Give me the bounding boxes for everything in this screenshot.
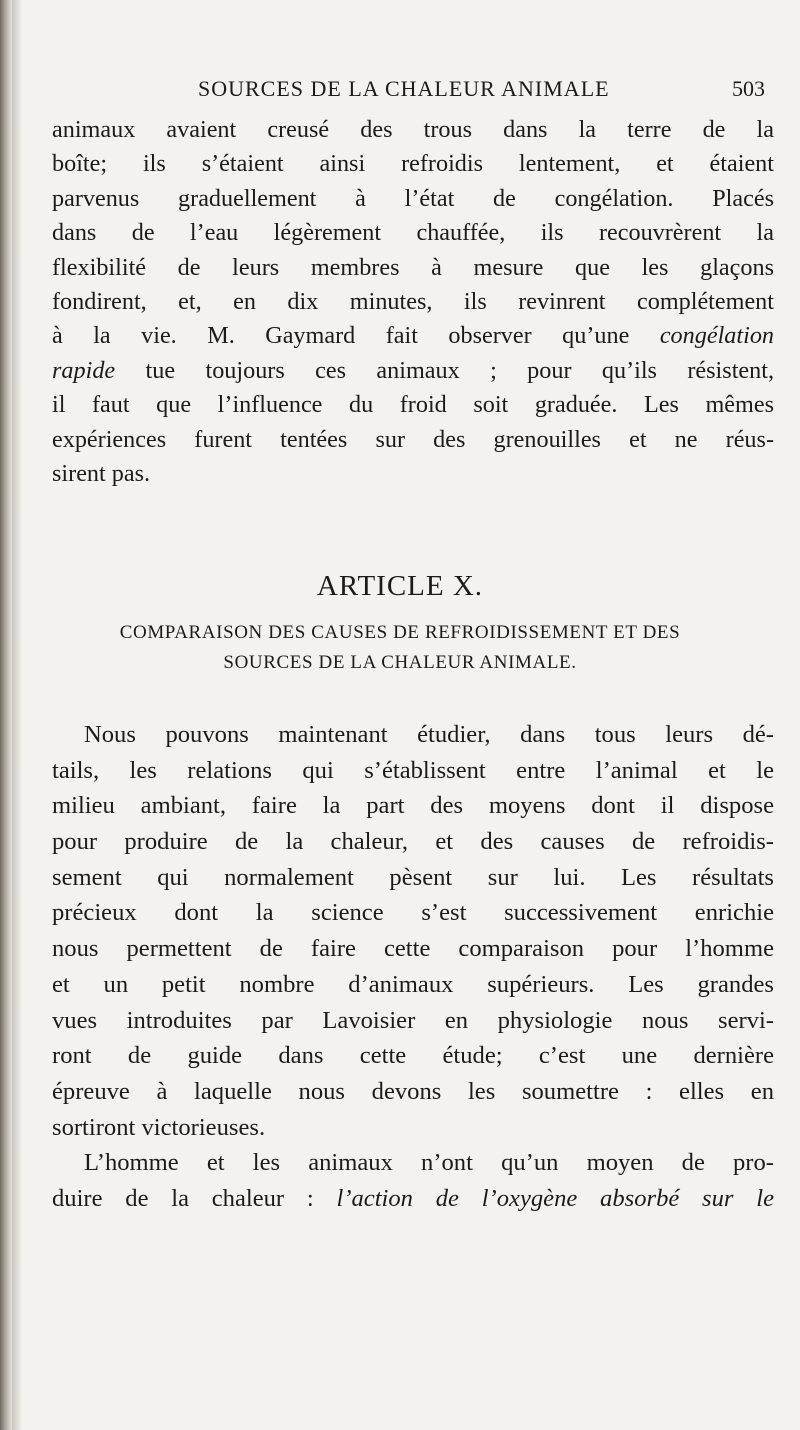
text-segment: à la vie. M. Gaymard fait observer qu’une (52, 322, 630, 350)
text-line: et un petit nombre d’animaux supérieurs. Les grandes (52, 970, 774, 998)
text-line: Nous pouvons maintenant étudier, dans tous leurs dé- (84, 721, 774, 748)
text-line: expériences furent tentées sur des grenouilles et ne réus- (52, 425, 774, 453)
text-line: pour produire de la chaleur, et des causes de refroidis- (52, 828, 774, 856)
italic-term: rapide (52, 356, 116, 384)
text-line-with-italic (52, 1181, 774, 1217)
text-line: sortiront victorieuses. (52, 1113, 266, 1141)
text-line: animaux avaient creusé des trous dans la terre de la (52, 116, 774, 143)
text-line: tails, les relations qui s’établissent entre l’animal et le (52, 756, 774, 784)
page-binding-edge (0, 0, 12, 1430)
article-subheading: COMPARAISON DES CAUSES DE REFROIDISSEMENT ET DES (119, 622, 681, 643)
text-line: dans de l’eau légèrement chauffée, ils recouvrèrent la (52, 219, 774, 247)
text-line: nous permettent de faire cette comparaison pour l’homme (52, 935, 774, 963)
text-line: ront de guide dans cette étude; c’est une dernière (52, 1042, 774, 1070)
text-segment: tue toujours ces animaux ; pour qu’ils résistent, (145, 356, 775, 384)
text-line: milieu ambiant, faire la part des moyens dont il dispose (52, 792, 774, 820)
text-segment: duire de la chaleur : (52, 1184, 314, 1212)
text-line: flexibilité de leurs membres à mesure que les glaçons (52, 253, 774, 281)
text-line: parvenus graduellement à l’état de congélation. Placés (52, 184, 774, 212)
page-binding-shadow (12, 0, 22, 1430)
text-line: fondirent, et, en dix minutes, ils revinrent complétement (52, 287, 774, 315)
paragraph-1 (52, 113, 774, 491)
italic-term: congélation (659, 322, 775, 350)
italic-phrase: l’action de l’oxygène absorbé sur le (336, 1184, 774, 1212)
text-line: sement qui normalement pèsent sur lui. Les résultats (52, 863, 774, 891)
article-heading: ARTICLE X. (316, 570, 484, 602)
paragraph-2 (52, 717, 774, 1217)
text-line: épreuve à laquelle nous devons les soumettre : elles en (52, 1077, 774, 1105)
running-title: SOURCES DE LA CHALEUR ANIMALE (198, 76, 610, 101)
text-line-with-italic (52, 319, 774, 353)
text-line-with-italic (52, 354, 774, 388)
text-line: boîte; ils s’étaient ainsi refroidis lentement, et étaient (52, 150, 774, 178)
text-line: précieux dont la science s’est successivement enrichie (52, 899, 774, 927)
page-number: 503 (732, 76, 765, 101)
running-head (0, 76, 800, 110)
text-line: il faut que l’influence du froid soit graduée. Les mêmes (52, 391, 774, 419)
text-line: L’homme et les animaux n’ont qu’un moyen de pro- (84, 1149, 774, 1177)
text-line: sirent pas. (52, 459, 151, 487)
article-subheading: SOURCES DE LA CHALEUR ANIMALE. (223, 652, 577, 673)
text-line: vues introduites par Lavoisier en physiologie nous servi- (52, 1006, 774, 1034)
